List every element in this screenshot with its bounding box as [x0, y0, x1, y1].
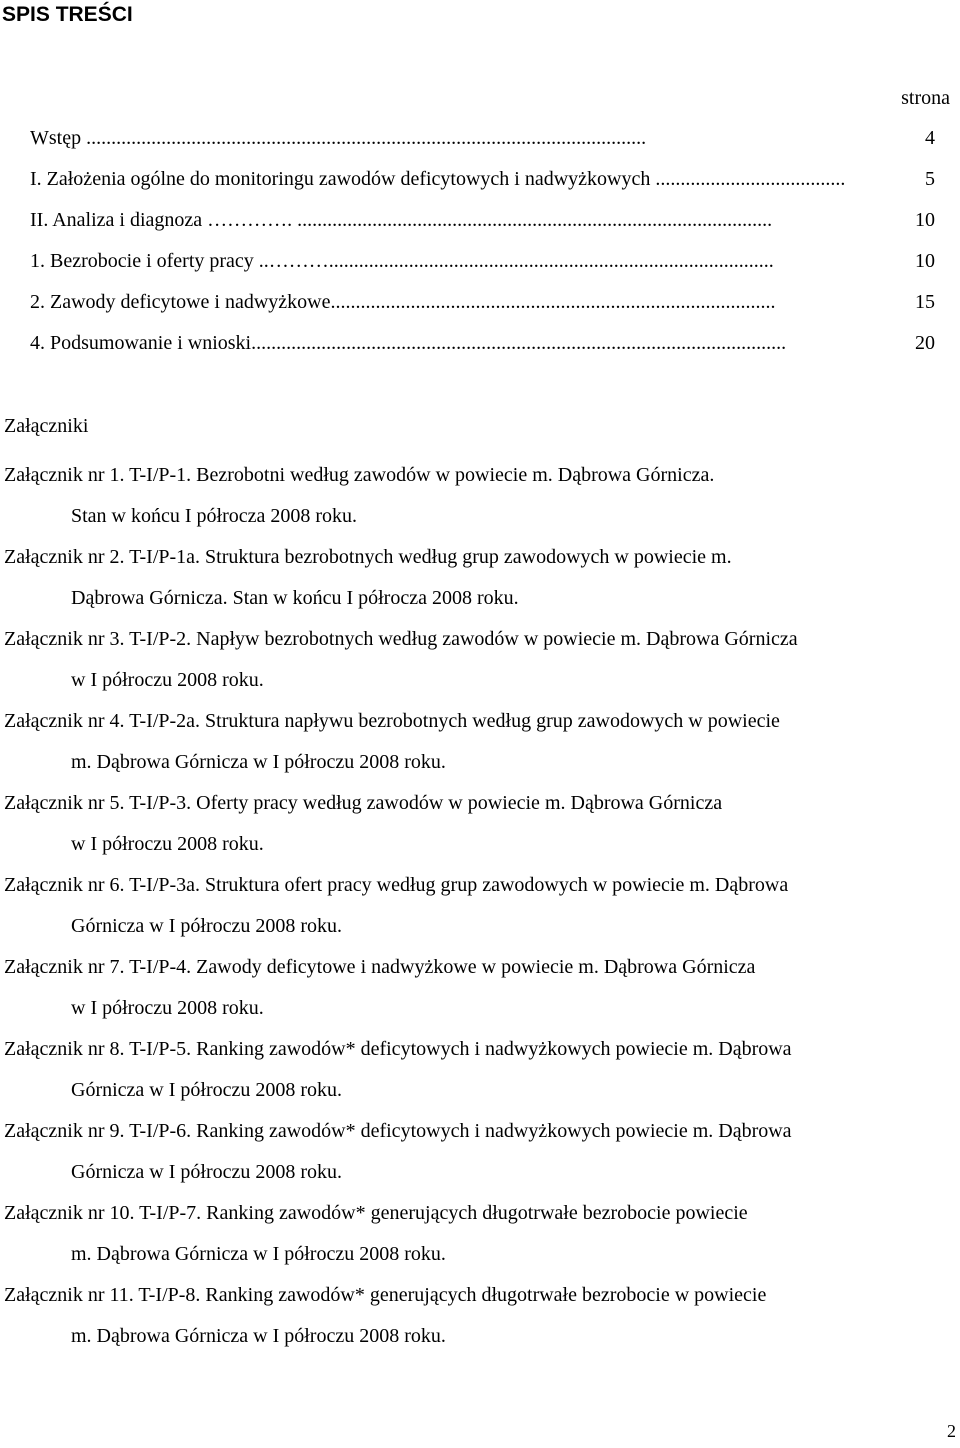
toc-entry-page: 10: [915, 250, 935, 272]
annex-entry[interactable]: [4, 1029, 958, 1111]
annex-list: [4, 455, 958, 1357]
annex-entry-first-line: Załącznik nr 5. T-I/P-3. Oferty pracy według zawodów w powiecie m. Dąbrowa Górnicza: [4, 792, 723, 814]
annex-entry-continuation: m. Dąbrowa Górnicza w I półroczu 2008 roku.: [71, 1325, 446, 1347]
toc-entry[interactable]: [30, 290, 950, 331]
annex-entry-continuation: Górnicza w I półroczu 2008 roku.: [71, 915, 343, 937]
toc-entry[interactable]: [30, 126, 950, 167]
annex-entry[interactable]: [4, 865, 958, 947]
annex-entry[interactable]: [4, 1275, 958, 1357]
toc-entry[interactable]: [30, 249, 950, 290]
annex-entry-continuation: w I półroczu 2008 roku.: [71, 669, 264, 691]
annexes-heading: Załączniki: [4, 415, 89, 437]
annex-entry-continuation: Stan w końcu I półrocza 2008 roku.: [71, 505, 358, 527]
annex-entry[interactable]: [4, 455, 958, 537]
annex-entry-first-line: Załącznik nr 4. T-I/P-2a. Struktura napływu bezrobotnych według grup zawodowych w powiecie: [4, 710, 780, 732]
annex-entry-continuation: w I półroczu 2008 roku.: [71, 833, 264, 855]
annex-entry-continuation: w I półroczu 2008 roku.: [71, 997, 264, 1019]
annex-entry-continuation: Górnicza w I półroczu 2008 roku.: [71, 1079, 343, 1101]
annex-entry[interactable]: [4, 619, 958, 701]
annex-entry[interactable]: [4, 1111, 958, 1193]
annex-entry[interactable]: [4, 947, 958, 1029]
toc-entry-label: 2. Zawody deficytowe i nadwyżkowe.........................................................................................: [30, 291, 776, 313]
annex-entry[interactable]: [4, 701, 958, 783]
toc-entry-page: 4: [925, 127, 935, 149]
annex-entry-first-line: Załącznik nr 10. T-I/P-7. Ranking zawodów* generujących długotrwałe bezrobocie powiecie: [4, 1202, 748, 1224]
annex-entry-continuation: m. Dąbrowa Górnicza w I półroczu 2008 roku.: [71, 751, 446, 773]
toc-entry-page: 10: [915, 209, 935, 231]
annex-entry-first-line: Załącznik nr 9. T-I/P-6. Ranking zawodów* deficytowych i nadwyżkowych powiecie m. Dąbrowa: [4, 1120, 792, 1142]
toc-entry-page: 5: [925, 168, 935, 190]
toc-entry-page: 20: [915, 332, 935, 354]
annex-entry-continuation: Dąbrowa Górnicza. Stan w końcu I półrocza 2008 roku.: [71, 587, 519, 609]
annex-entry-first-line: Załącznik nr 11. T-I/P-8. Ranking zawodów* generujących długotrwałe bezrobocie w powiecie: [4, 1284, 767, 1306]
annex-entry[interactable]: [4, 783, 958, 865]
annex-entry-first-line: Załącznik nr 1. T-I/P-1. Bezrobotni według zawodów w powiecie m. Dąbrowa Górnicza.: [4, 464, 715, 486]
annex-entry-continuation: Górnicza w I półroczu 2008 roku.: [71, 1161, 343, 1183]
annex-entry-continuation: m. Dąbrowa Górnicza w I półroczu 2008 roku.: [71, 1243, 446, 1265]
toc-entry-page: 15: [915, 291, 935, 313]
page-column-header: strona: [901, 87, 950, 109]
annex-entry[interactable]: [4, 1193, 958, 1275]
toc-entry[interactable]: [30, 167, 950, 208]
annex-entry-first-line: Załącznik nr 3. T-I/P-2. Napływ bezrobotnych według zawodów w powiecie m. Dąbrowa Górnicza: [4, 628, 798, 650]
annex-entry-first-line: Załącznik nr 8. T-I/P-5. Ranking zawodów* deficytowych i nadwyżkowych powiecie m. Dąbrowa: [4, 1038, 792, 1060]
toc-entry-label: II. Analiza i diagnoza …………. ...............................................................................................: [30, 209, 773, 231]
annex-entry-first-line: Załącznik nr 2. T-I/P-1a. Struktura bezrobotnych według grup zawodowych w powiecie m.: [4, 546, 732, 568]
page-title: SPIS TREŚCI: [2, 3, 133, 26]
page-number: 2: [947, 1421, 956, 1441]
toc-list: [30, 126, 950, 372]
toc-entry-label: 1. Bezrobocie i oferty pracy ..……….........................................................................................: [30, 250, 774, 272]
toc-entry-label: 4. Podsumowanie i wnioski...........................................................................................................: [30, 332, 787, 354]
annex-entry-first-line: Załącznik nr 6. T-I/P-3a. Struktura ofert pracy według grup zawodowych w powiecie m. Dąbrowa: [4, 874, 789, 896]
toc-entry[interactable]: [30, 208, 950, 249]
annex-entry-first-line: Załącznik nr 7. T-I/P-4. Zawody deficytowe i nadwyżkowe w powiecie m. Dąbrowa Górnicza: [4, 956, 756, 978]
annex-entry[interactable]: [4, 537, 958, 619]
toc-entry[interactable]: [30, 331, 950, 372]
toc-entry-label: Wstęp ................................................................................................................: [30, 127, 647, 149]
toc-entry-label: I. Założenia ogólne do monitoringu zawodów deficytowych i nadwyżkowych ......................................: [30, 168, 846, 190]
